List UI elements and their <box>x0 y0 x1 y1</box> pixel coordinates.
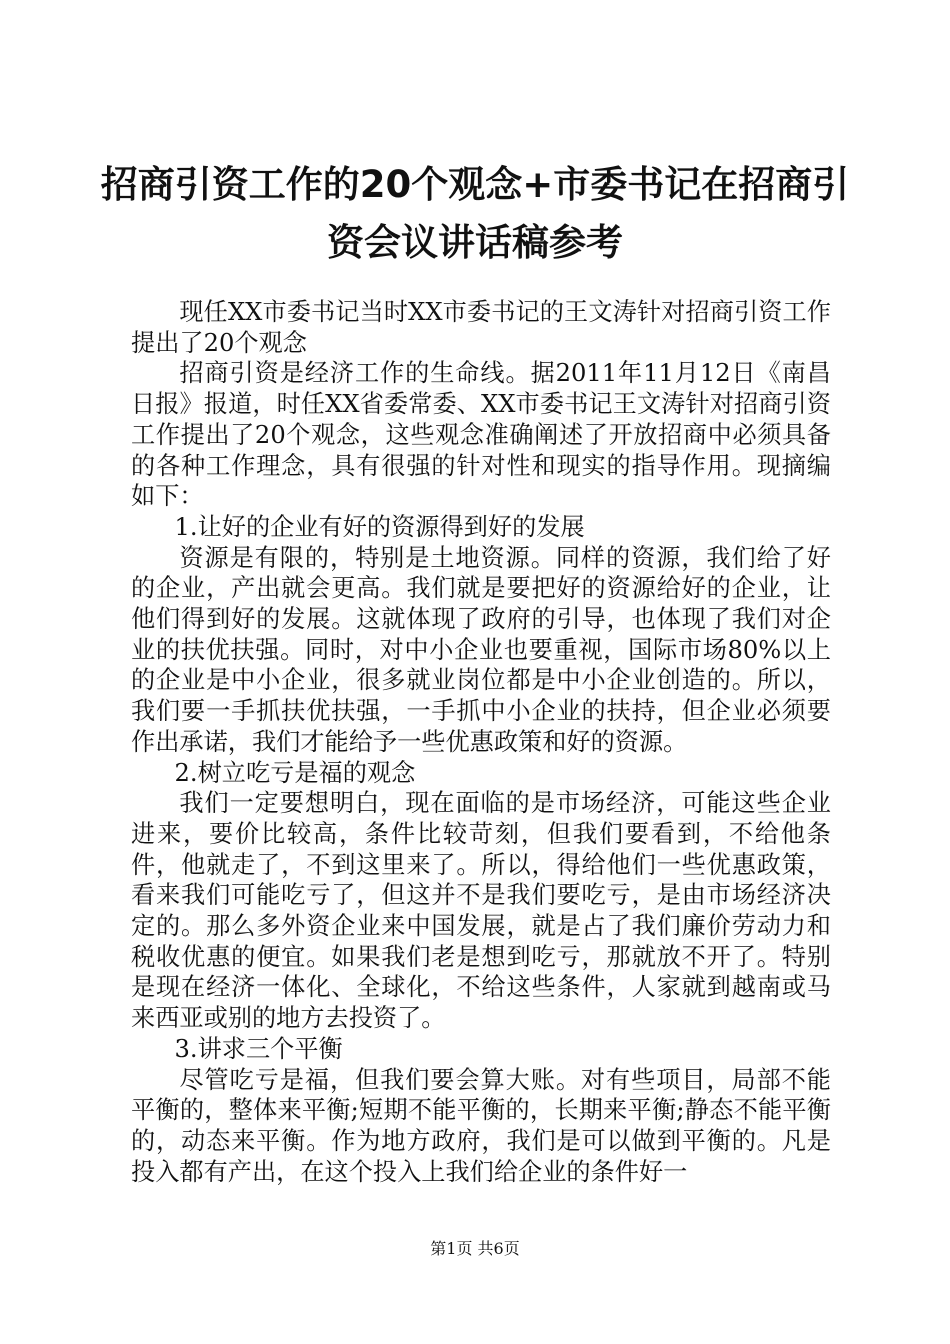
section-heading-2: 2.树立吃亏是福的观念 <box>174 758 416 787</box>
paragraph-intro: 现任XX市委书记当时XX市委书记的王文涛针对招商引资工作提出了20个观念 <box>131 298 831 357</box>
title-line-2: 资会议讲话稿参考 <box>327 221 623 264</box>
paragraph-summary: 招商引资是经济工作的生命线。据2011年11月12日《南昌日报》报道，时任XX省委常委、XX市委书记王文涛针对招商引资工作提出了20个观念，这些观念准确阐述了开放招商中必须具备的各种工作理念，具有很强的针对性和现实的指导作用。现摘编如下： <box>131 359 831 511</box>
paragraph-section-1: 资源是有限的，特别是土地资源。同样的资源，我们给了好的企业，产出就会更高。我们就是要把好的资源给好的企业，让他们得到好的发展。这就体现了政府的引导，也体现了我们对企业的扶优扶强。同时，对中小企业也要重视，国际市场80%以上的企业是中小企业，很多就业岗位都是中小企业创造的。所以，我们要一手抓扶优扶强，一手抓中小企业的扶持，但企业必须要作出承诺，我们才能给予一些优惠政策和好的资源。 <box>131 543 831 756</box>
page-number-footer: 第1页 共6页 <box>430 1239 520 1258</box>
document-title <box>100 156 850 272</box>
section-heading-1: 1.让好的企业有好的资源得到好的发展 <box>174 512 585 541</box>
title-line-1: 招商引资工作的20个观念+市委书记在招商引 <box>100 163 850 206</box>
paragraph-section-3: 尽管吃亏是福，但我们要会算大账。对有些项目，局部不能平衡的，整体来平衡;短期不能平衡的，长期来平衡;静态不能平衡的，动态来平衡。作为地方政府，我们是可以做到平衡的。凡是投入都有产出，在这个投入上我们给企业的条件好一 <box>131 1065 831 1186</box>
section-heading-3: 3.讲求三个平衡 <box>174 1034 343 1063</box>
paragraph-section-2: 我们一定要想明白，现在面临的是市场经济，可能这些企业进来，要价比较高，条件比较苛刻，但我们要看到，不给他条件，他就走了，不到这里来了。所以，得给他们一些优惠政策，看来我们可能吃亏了，但这并不是我们要吃亏，是由市场经济决定的。那么多外资企业来中国发展，就是占了我们廉价劳动力和税收优惠的便宜。如果我们老是想到吃亏，那就放不开了。特别是现在经济一体化、全球化，不给这些条件，人家就到越南或马来西亚或别的地方去投资了。 <box>131 789 831 1033</box>
document-body <box>131 297 831 1187</box>
